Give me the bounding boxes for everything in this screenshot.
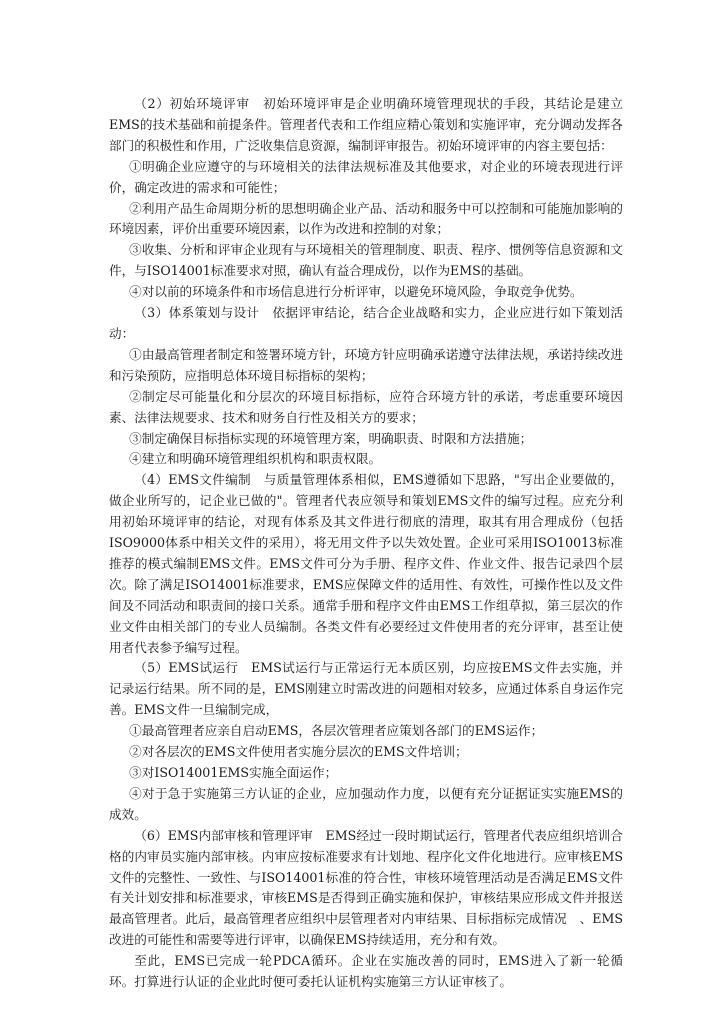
paragraph-internal-audit: （6）EMS内部审核和管理评审 EMS经过一段时期试运行，管理者代表应组织培训合格的内审员实施内部审核。内审应按标准要求有计划地、程序化文件化地进行。应审核EMS文件的完整性、一致性、与ISO14001标准的符合性，审核环境管理活动是否满足EMS文件有关计划安排和标准要求，审核EMS是否得到正确实施和保护，审核结果应形成文件并报送最高管理者。此后，最高管理者应组织中层管理者对内审结果、目标指标完成情况 、EMS改进的可能性和需要等进行评审，以确保EMS持续适用，充分和有效。 <box>109 827 623 948</box>
list-item: ④对于急于实施第三方认证的企业，应加强动作力度，以便有充分证据证实实施EMS的成效。 <box>109 785 623 822</box>
list-item: ④对以前的环境条件和市场信息进行分析评审，以避免环境风险，争取竞争优势。 <box>129 284 583 300</box>
list-item: ①最高管理者应亲自启动EMS，各层次管理者应策划各部门的EMS运作； <box>129 723 544 739</box>
list-item: ④建立和明确环境管理组织机构和职责权限。 <box>129 451 382 467</box>
list-item: ③对ISO14001EMS实施全面运作； <box>129 765 338 780</box>
list-item: ①明确企业应遵守的与环境相关的法律法规标准及其他要求，对企业的环境表现进行评价，确定改进的需求和可能性； <box>109 158 623 195</box>
document-page <box>109 94 623 993</box>
paragraph-ems-trial-run: （5）EMS试运行 EMS试运行与正常运行无本质区别，均应按EMS文件去实施，并记录运行结果。所不同的是，EMS刚建立时需改进的问题相对较多，应通过体系自身运作完善。EMS文件一旦编制完成， <box>109 660 623 718</box>
list-item: ①由最高管理者制定和签署环境方针，环境方针应明确承诺遵守法律法规，承诺持续改进和污染预防，应指明总体环境目标指标的架构； <box>109 346 623 383</box>
list-item: ②利用产品生命周期分析的思想明确企业产品、活动和服务中可以控制和可能施加影响的环境因素，评价出重要环境因素，以作为改进和控制的对象； <box>109 200 623 237</box>
list-item: ②制定尽可能量化和分层次的环境目标指标，应符合环境方针的承诺，考虑重要环境因素、法律法规要求、技术和财务自行性及相关方的要求； <box>109 388 623 425</box>
list-item: ③收集、分析和评审企业现有与环境相关的管理制度、职责、程序、惯例等信息资源和文件，与ISO14001标准要求对照，确认有益合理成份，以作为EMS的基础。 <box>109 242 623 279</box>
paragraph-ems-documentation: （4）EMS文件编制 与质量管理体系相似，EMS遵循如下思路，"写出企业要做的，做企业所写的，记企业已做的"。管理者代表应领导和策划EMS文件的编写过程。应充分利用初始环境评审的结论，对现有体系及其文件进行彻底的清理，取其有用合理成份（包括ISO9000体系中相关文件的采用），将无用文件予以失效处置。企业可采用ISO10013标准推荐的模式编制EMS文件。EMS文件可分为手册、程序文件、作业文件、报告记录四个层次。除了满足ISO14001标准要求，EMS应保障文件的适用性、有效性，可操作性以及文件间及不同活动和职责间的接口关系。通常手册和程序文件由EMS工作组草拟，第三层次的作业文件由相关部门的专业人员编制。各类文件有必要经过文件使用者的充分评审，甚至让使用者代表参予编写过程。 <box>109 472 623 655</box>
paragraph-initial-review: （2）初始环境评审 初始环境评审是企业明确环境管理现状的手段，其结论是建立EMS的技术基础和前提条件。管理者代表和工作组应精心策划和实施评审，充分调动发挥各部门的积极性和作用，广泛收集信息资源，编制评审报告。初始环境评审的内容主要包括： <box>109 96 623 153</box>
paragraph-system-planning: （3）体系策划与设计 依据评审结论，结合企业战略和实力，企业应进行如下策划活动： <box>109 305 623 341</box>
paragraph-conclusion: 至此，EMS已完成一轮PDCA循环。企业在实施改善的同时，EMS进入了新一轮循环。打算进行认证的企业此时便可委托认证机构实施第三方认证审核了。 <box>109 953 623 990</box>
list-item: ③制定确保目标指标实现的环境管理方案，明确职责、时限和方法措施； <box>129 430 533 446</box>
list-item: ②对各层次的EMS文件使用者实施分层次的EMS文件培训； <box>129 744 468 760</box>
